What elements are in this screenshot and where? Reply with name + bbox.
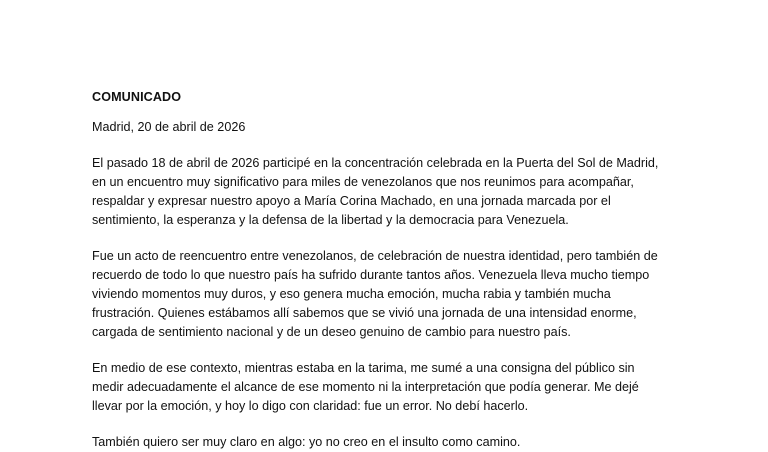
statement-date: Madrid, 20 de abril de 2026 <box>92 120 246 134</box>
paragraph-line: En medio de ese contexto, mientras estaba en la tarima, me sumé a una consigna del público sin <box>92 361 635 375</box>
statement-body <box>92 88 712 452</box>
paragraph-2 <box>92 247 712 342</box>
paragraph-line: respaldar y expresar nuestro apoyo a María Corina Machado, en una jornada marcada por el <box>92 194 611 208</box>
paragraph-line: medir adecuadamente el alcance de ese momento ni la interpretación que podía generar. Me dejé <box>92 380 639 394</box>
paragraph-1 <box>92 154 712 230</box>
paragraph-line: cargada de sentimiento nacional y de un deseo genuino de cambio para nuestro país. <box>92 325 571 339</box>
paragraph-line: viviendo momentos muy duros, y eso genera mucha emoción, mucha rabia y también mucha <box>92 287 611 301</box>
paragraph-line: frustración. Quienes estábamos allí sabemos que se vivió una jornada de una intensidad enorme, <box>92 306 637 320</box>
paragraph-line: Fue un acto de reencuentro entre venezolanos, de celebración de nuestra identidad, pero también de <box>92 249 658 263</box>
paragraph-line: recuerdo de todo lo que nuestro país ha sufrido durante tantos años. Venezuela lleva mucho tiempo <box>92 268 650 282</box>
paragraph-3 <box>92 359 712 416</box>
paragraph-4 <box>92 433 712 452</box>
paragraph-line: sentimiento, la esperanza y la defensa de la libertad y la democracia para Venezuela. <box>92 213 569 227</box>
paragraph-line: llevar por la emoción, y hoy lo digo con claridad: fue un error. No debí hacerlo. <box>92 399 529 413</box>
paragraph-line: El pasado 18 de abril de 2026 participé en la concentración celebrada en la Puerta del Sol de Madrid, <box>92 156 659 170</box>
paragraph-line: en un encuentro muy significativo para miles de venezolanos que nos reunimos para acompañar, <box>92 175 634 189</box>
paragraph-line: También quiero ser muy claro en algo: yo no creo en el insulto como camino. <box>92 435 521 449</box>
statement-heading: COMUNICADO <box>92 90 182 104</box>
